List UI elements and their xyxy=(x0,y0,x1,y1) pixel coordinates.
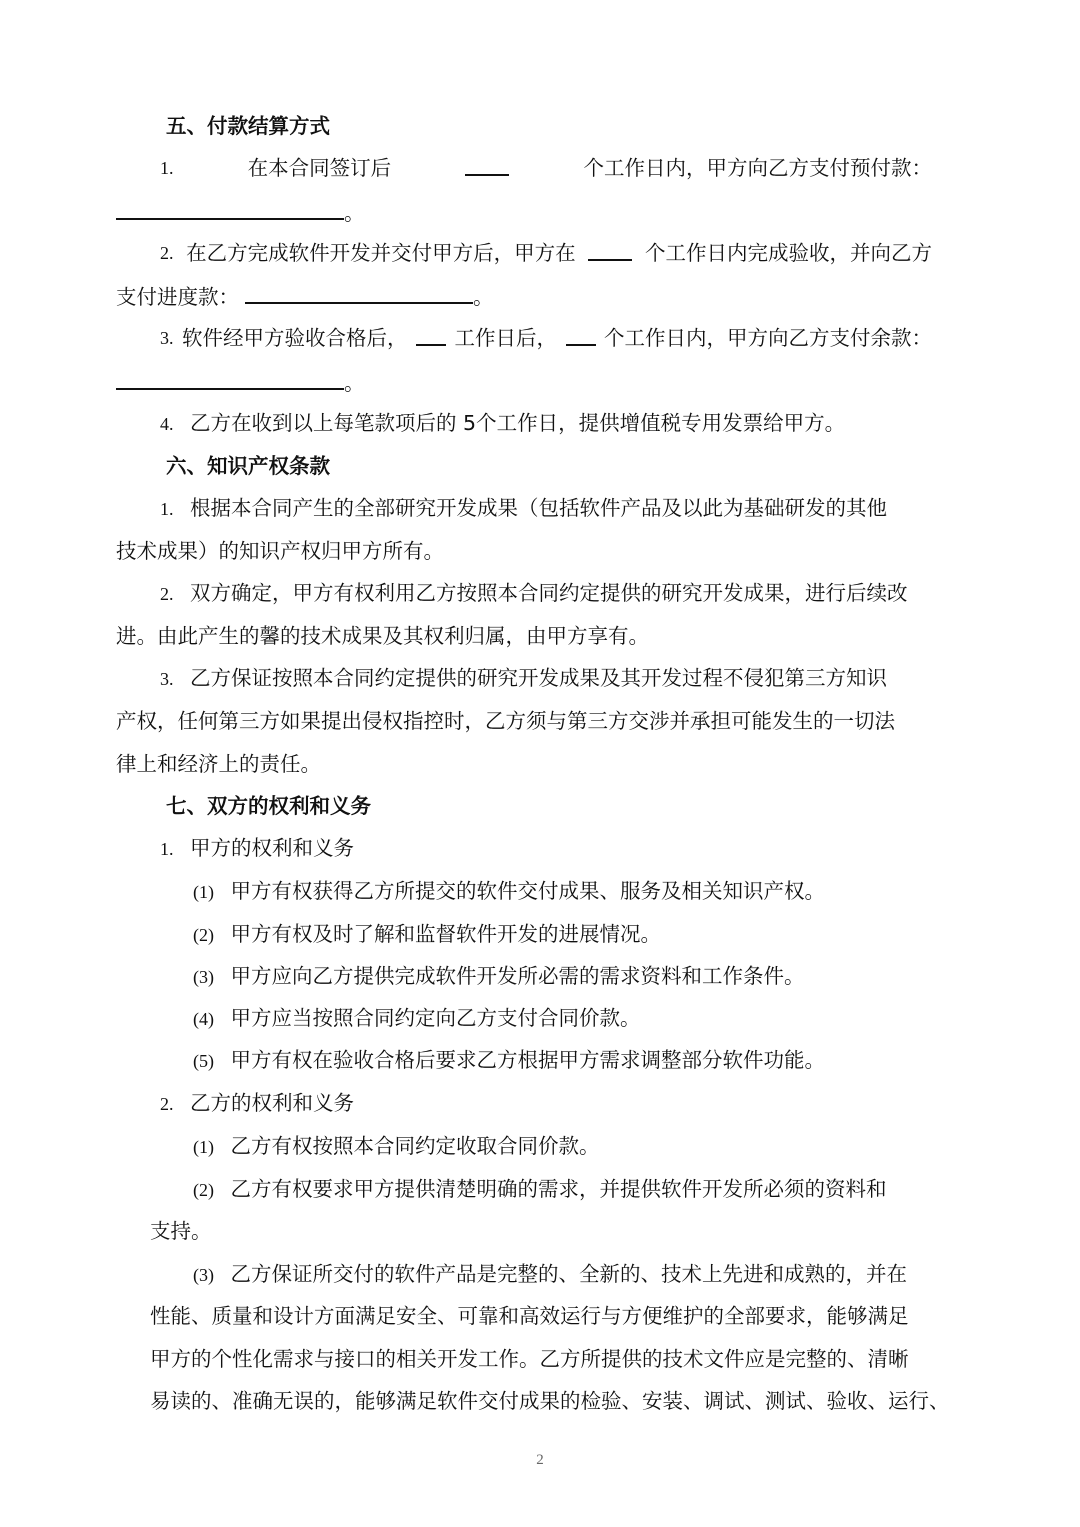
s5-p3-num: 3. xyxy=(160,328,174,348)
s6-p1-num: 1. xyxy=(160,499,174,519)
balance-payment-blank[interactable] xyxy=(116,368,344,390)
s7-b-item-num: (3) xyxy=(193,1265,214,1285)
s6-p3-l3: 律上和经济上的责任。 xyxy=(116,752,321,776)
s7-a-title-line xyxy=(160,834,354,863)
s7-b-item-text: 乙方保证所交付的软件产品是完整的、全新的、技术上先进和成熟的，并在 xyxy=(230,1262,908,1286)
s7-b-item-num: (2) xyxy=(193,1180,214,1200)
s7-a-num: 1. xyxy=(160,839,174,859)
s5-p1-num: 1. xyxy=(160,158,174,178)
s7-b-item-3-line4: 易读的、准确无误的，能够满足软件交付成果的检验、安装、调试、测试、验收、运行、 xyxy=(150,1389,950,1413)
s5-p4-text: 乙方在收到以上每笔款项后的 5个工作日，提供增值税专用发票给甲方。 xyxy=(190,411,846,435)
s5-p4-num: 4. xyxy=(160,414,174,434)
acceptance-days-blank[interactable] xyxy=(588,239,632,261)
workdays-blank[interactable] xyxy=(465,154,509,176)
s6-p3-num: 3. xyxy=(160,669,174,689)
s5-p2-line1 xyxy=(160,239,932,267)
s5-p3-text-b: 工作日后， xyxy=(454,326,557,350)
s7-a-item xyxy=(193,1046,825,1075)
s5-p2-num: 2. xyxy=(160,243,174,263)
page-number: 2 xyxy=(536,1452,544,1468)
s5-p2-text-a: 在乙方完成软件开发并交付甲方后，甲方在 xyxy=(186,241,576,265)
s7-b-num: 2. xyxy=(160,1094,174,1114)
s5-p1-line2 xyxy=(116,198,365,227)
s5-p1-end: 。 xyxy=(344,201,365,225)
s7-b-title-line xyxy=(160,1089,354,1118)
s6-p1-line1 xyxy=(160,494,887,523)
s7-a-item-num: (5) xyxy=(193,1051,214,1071)
s7-a-item-text: 甲方应向乙方提供完成软件开发所必需的需求资料和工作条件。 xyxy=(230,964,805,988)
s5-p1-text-b: 个工作日内，甲方向乙方支付预付款： xyxy=(583,156,932,180)
s7-b-title: 乙方的权利和义务 xyxy=(190,1091,355,1115)
s7-b-item-text: 乙方有权要求甲方提供清楚明确的需求，并提供软件开发所必须的资料和 xyxy=(230,1177,887,1201)
s5-p3-line2 xyxy=(116,368,365,397)
prepayment-blank[interactable] xyxy=(116,198,344,220)
s7-b-item-3-line2: 性能、质量和设计方面满足安全、可靠和高效运行与方便维护的全部要求，能够满足 xyxy=(150,1304,909,1328)
s7-a-item xyxy=(193,1004,641,1033)
s5-p3-end: 。 xyxy=(344,371,365,395)
s7-a-item-num: (2) xyxy=(193,925,214,945)
s6-p1-l2: 技术成果）的知识产权归甲方所有。 xyxy=(116,539,444,563)
section-5-heading: 五、付款结算方式 xyxy=(166,114,330,138)
progress-payment-blank[interactable] xyxy=(245,282,473,304)
s7-b-item-3-line1 xyxy=(193,1260,907,1289)
s5-p4 xyxy=(160,409,845,438)
s7-b-item-text: 乙方有权按照本合同约定收取合同价款。 xyxy=(230,1134,600,1158)
s7-b-item-3-line3: 甲方的个性化需求与接口的相关开发工作。乙方所提供的技术文件应是完整的、清晰 xyxy=(150,1347,909,1371)
s6-p2-l1: 双方确定，甲方有权利用乙方按照本合同约定提供的研究开发成果，进行后续改 xyxy=(190,581,908,605)
section-7-heading: 七、双方的权利和义务 xyxy=(166,794,371,818)
section-6-heading: 六、知识产权条款 xyxy=(166,454,330,478)
after-days-blank[interactable] xyxy=(416,324,446,346)
s7-b-item-1 xyxy=(193,1132,600,1161)
s5-p2-line2 xyxy=(116,282,494,311)
s7-a-item xyxy=(193,920,661,949)
s7-a-item xyxy=(193,877,825,906)
s7-a-item-text: 甲方应当按照合同约定向乙方支付合同价款。 xyxy=(230,1006,641,1030)
s6-p2-line1 xyxy=(160,579,908,608)
s6-p3-l1: 乙方保证按照本合同约定提供的研究开发成果及其开发过程不侵犯第三方知识 xyxy=(190,666,888,690)
s7-a-item-text: 甲方有权获得乙方所提交的软件交付成果、服务及相关知识产权。 xyxy=(230,879,826,903)
s5-p2-text-b: 个工作日内完成验收，并向乙方 xyxy=(644,241,932,265)
within-days-blank[interactable] xyxy=(566,324,596,346)
s5-p1-text-a: 在本合同签订后 xyxy=(247,156,392,180)
s7-a-item-num: (3) xyxy=(193,967,214,987)
s7-a-item-text: 甲方有权在验收合格后要求乙方根据甲方需求调整部分软件功能。 xyxy=(230,1048,826,1072)
s5-p2-text-c: 支付进度款： xyxy=(116,285,239,309)
s7-a-item xyxy=(193,962,805,991)
s7-a-item-num: (1) xyxy=(193,882,214,902)
s6-p1-l1: 根据本合同产生的全部研究开发成果（包括软件产品及以此为基础研发的其他 xyxy=(190,496,888,520)
s6-p3-l2: 产权，任何第三方如果提出侵权指控时，乙方须与第三方交涉并承担可能发生的一切法 xyxy=(116,709,895,733)
s5-p1-line1 xyxy=(160,154,932,182)
s6-p2-l2: 进。由此产生的馨的技术成果及其权利归属，由甲方享有。 xyxy=(116,624,649,648)
s7-a-item-num: (4) xyxy=(193,1009,214,1029)
s6-p2-num: 2. xyxy=(160,584,174,604)
s5-p2-end: 。 xyxy=(473,285,494,309)
s5-p3-text-a: 软件经甲方验收合格后， xyxy=(182,326,408,350)
s6-p3-line1 xyxy=(160,664,887,693)
s7-b-item-2-line1 xyxy=(193,1175,887,1204)
s5-p3-line1 xyxy=(160,324,932,352)
s7-b-item-2-line2: 支持。 xyxy=(150,1219,212,1243)
s7-a-title: 甲方的权利和义务 xyxy=(190,836,355,860)
s5-p3-text-c: 个工作日内，甲方向乙方支付余款： xyxy=(604,326,932,350)
s7-a-item-text: 甲方有权及时了解和监督软件开发的进展情况。 xyxy=(230,922,662,946)
s7-b-item-num: (1) xyxy=(193,1137,214,1157)
